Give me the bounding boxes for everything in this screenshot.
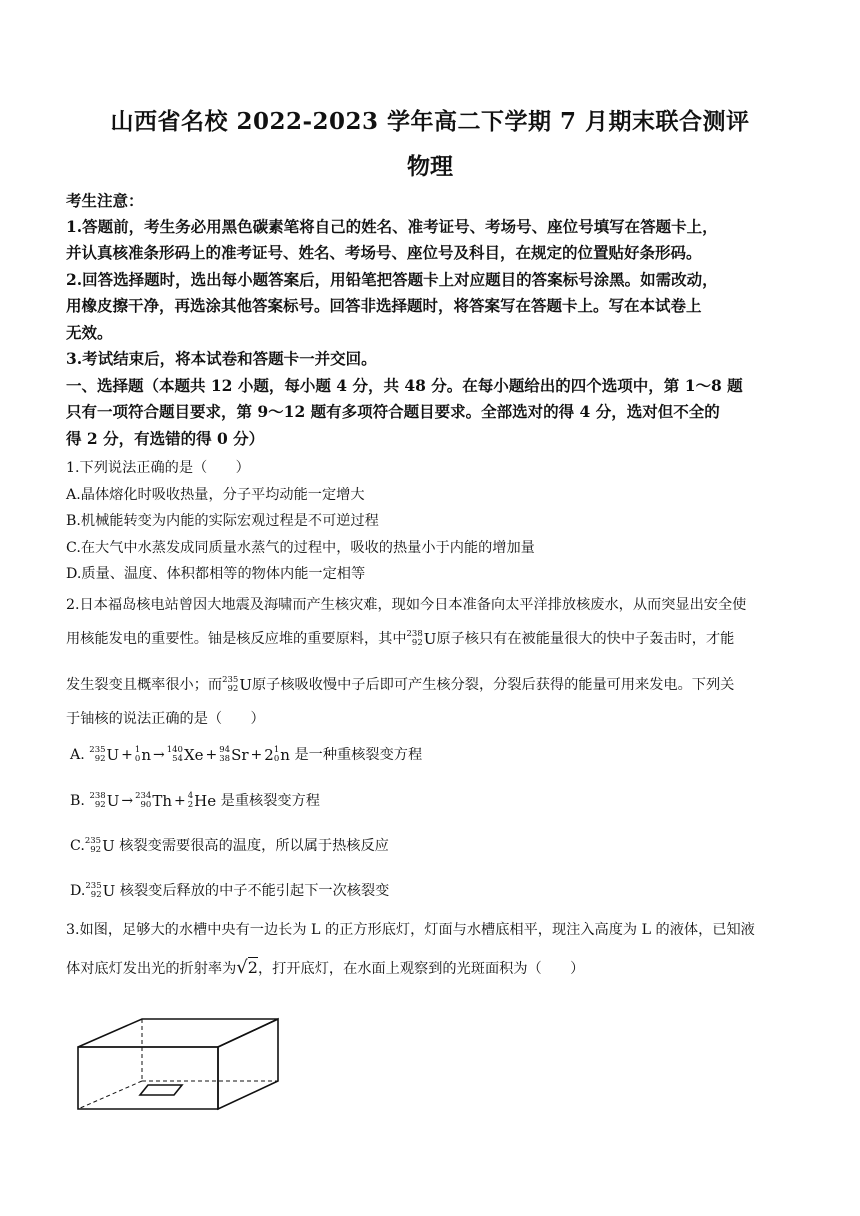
eq-b-u-symbol: U — [106, 792, 120, 810]
eq-c-u-symbol: U — [102, 837, 115, 855]
eq-d-u-mass: 235 — [85, 881, 102, 891]
eq-a-sr-charge: 38 — [219, 754, 231, 764]
q2-option-c — [70, 835, 389, 855]
q2-line-2-pre: 用核能发电的重要性。铀是核反应堆的重要原料，其中 — [66, 631, 407, 647]
u238-symbol: U — [423, 630, 437, 648]
notice-item-2-line-3: 无效。 — [66, 323, 113, 342]
plus-sign: + — [250, 747, 263, 763]
q3-line-2-pre: 体对底灯发出光的折射率为 — [66, 961, 237, 977]
q2-option-d-label: D. — [70, 883, 86, 899]
q2-line-3-pre: 发生裂变且概率很小；而 — [66, 677, 223, 693]
eq-c-u-mass: 235 — [84, 836, 102, 846]
q2-line-4: 于铀核的说法正确的是（ ） — [66, 711, 265, 727]
q2-option-a-label: A. — [70, 747, 85, 763]
eq-a-xe-symbol: Xe — [183, 746, 204, 764]
decay-equation — [89, 792, 216, 810]
eq-b-th-mass: 234 — [135, 791, 152, 801]
q2-line-2-post: 原子核只有在被能量很大的快中子轰击时，才能 — [436, 631, 735, 647]
plus-sign: + — [173, 793, 186, 809]
q1-stem: 1.下列说法正确的是（ ） — [66, 460, 250, 476]
q3-line-2 — [66, 955, 796, 982]
exam-title: 山西省名校 2022-2023 学年高二下学期 7 月期末联合测评 — [110, 108, 750, 135]
q2-option-b — [70, 790, 320, 810]
eq-a-n-mass: 1 — [134, 745, 141, 755]
sqrt-sign: √ — [236, 957, 248, 978]
u235-symbol: U — [239, 676, 252, 694]
arrow: → — [153, 747, 165, 763]
q2-option-b-text: 是重核裂变方程 — [220, 793, 320, 809]
q2-option-b-label: B. — [70, 793, 85, 809]
notice-item-2-line-2: 用橡皮擦干净，再选涂其他答案标号。回答非选择题时，将答案写在答题卡上。写在本试卷上 — [66, 296, 702, 315]
q1-option-b: B.机械能转变为内能的实际宏观过程是不可逆过程 — [66, 513, 379, 529]
tank-right-face — [218, 1019, 278, 1109]
q1-option-c: C.在大气中水蒸发成同质量水蒸气的过程中，吸收的热量小于内能的增加量 — [66, 540, 535, 556]
eq-b-u-charge: 92 — [94, 800, 106, 810]
q1-option-d: D.质量、温度、体积都相等的物体内能一定相等 — [66, 566, 366, 582]
q2-line-1: 2.日本福岛核电站曾因大地震及海啸而产生核灾难，现如今日本准备向太平洋排放核废水，从而突显出安全使 — [66, 597, 747, 613]
eq-b-u-mass: 238 — [89, 791, 106, 801]
eq-a-sr-mass: 94 — [219, 745, 231, 755]
eq-a-n-charge: 0 — [134, 754, 141, 764]
eq-a-xe-mass: 140 — [166, 745, 183, 755]
eq-a-u-mass: 235 — [89, 745, 106, 755]
section-header-line-1: 一、选择题（本题共 12 小题，每小题 4 分，共 48 分。在每小题给出的四个选项中，第 1～8 题 — [66, 376, 743, 395]
q2-line-3-post: 原子核吸收慢中子后即可产生核分裂，分裂后获得的能量可用来发电。下列关 — [251, 677, 735, 693]
q2-option-a-text: 是一种重核裂变方程 — [294, 747, 423, 763]
coefficient: 2 — [264, 746, 274, 764]
notice-item-1-line-2: 并认真核准条形码上的准考证号、姓名、考场号、座位号及科目，在规定的位置贴好条形码。 — [66, 243, 702, 262]
square-light-icon — [140, 1085, 182, 1095]
eq-b-th-symbol: Th — [152, 792, 172, 810]
eq-b-he-charge: 2 — [187, 800, 194, 810]
u238-charge: 92 — [411, 638, 423, 648]
q3-line-1: 3.如图，足够大的水槽中央有一边长为 L 的正方形底灯，灯面与水槽底相平，现注入高度为 L 的液体，已知液 — [66, 922, 755, 938]
eq-d-u-charge: 92 — [90, 890, 102, 900]
eq-a-xe-charge: 54 — [172, 754, 183, 764]
u235-mass: 235 — [222, 675, 239, 685]
eq-a-n2-mass: 1 — [273, 745, 280, 755]
tank-figure — [70, 1015, 290, 1115]
eq-a-u-charge: 92 — [94, 754, 106, 764]
eq-c-u-charge: 92 — [90, 845, 102, 855]
eq-a-u-symbol: U — [106, 746, 120, 764]
eq-b-th-charge: 90 — [140, 800, 152, 810]
eq-a-sr-symbol: Sr — [231, 746, 249, 764]
u238-mass: 238 — [406, 629, 423, 639]
q2-option-d — [70, 880, 389, 900]
q2-option-a — [70, 744, 422, 764]
q2-line-3 — [66, 672, 796, 698]
nuclide-u235 — [222, 672, 252, 698]
q2-line-2 — [66, 626, 796, 652]
hidden-edge-left — [78, 1081, 142, 1109]
subject-title: 物理 — [407, 153, 453, 180]
notice-item-2-line-1: 2.回答选择题时，选出每小题答案后，用铅笔把答题卡上对应题目的答案标号涂黑。如需改动， — [66, 270, 718, 289]
u235-charge: 92 — [227, 684, 239, 694]
eq-a-n-symbol: n — [141, 746, 151, 764]
eq-b-he-symbol: He — [194, 792, 217, 810]
notice-item-3: 3.考试结束后，将本试卷和答题卡一并交回。 — [66, 349, 377, 368]
plus-sign: + — [121, 747, 133, 763]
fission-equation — [89, 746, 290, 764]
notice-item-1-line-1: 1.答题前，考生务必用黑色碳素笔将自己的姓名、准考证号、考场号、座位号填写在答题卡上， — [66, 217, 718, 236]
q2-option-d-text: 核裂变后释放的中子不能引起下一次核裂变 — [119, 883, 390, 899]
eq-a-n2-symbol: n — [280, 746, 290, 764]
nuclide-u238 — [407, 626, 437, 652]
plus-sign: + — [205, 747, 218, 763]
q2-option-c-label: C. — [70, 838, 85, 854]
eq-a-n2-charge: 0 — [273, 754, 280, 764]
section-header-line-2: 只有一项符合题目要求，第 9～12 题有多项符合题目要求。全部选对的得 4 分，选对但不全的 — [66, 402, 720, 421]
q1-option-a: A.晶体熔化时吸收热量，分子平均动能一定增大 — [66, 487, 365, 503]
sqrt-value: 2 — [247, 958, 258, 977]
q3-line-2-post: ，打开底灯，在水面上观察到的光斑面积为（ ） — [257, 961, 585, 977]
notice-heading: 考生注意： — [66, 191, 144, 210]
tank-front-face — [78, 1047, 218, 1109]
q2-option-c-text: 核裂变需要很高的温度，所以属于热核反应 — [119, 838, 389, 854]
eq-d-u-symbol: U — [102, 882, 116, 900]
section-header-line-3: 得 2 分，有选错的得 0 分） — [66, 429, 265, 448]
eq-b-he-mass: 4 — [187, 791, 194, 801]
arrow: → — [121, 793, 134, 809]
